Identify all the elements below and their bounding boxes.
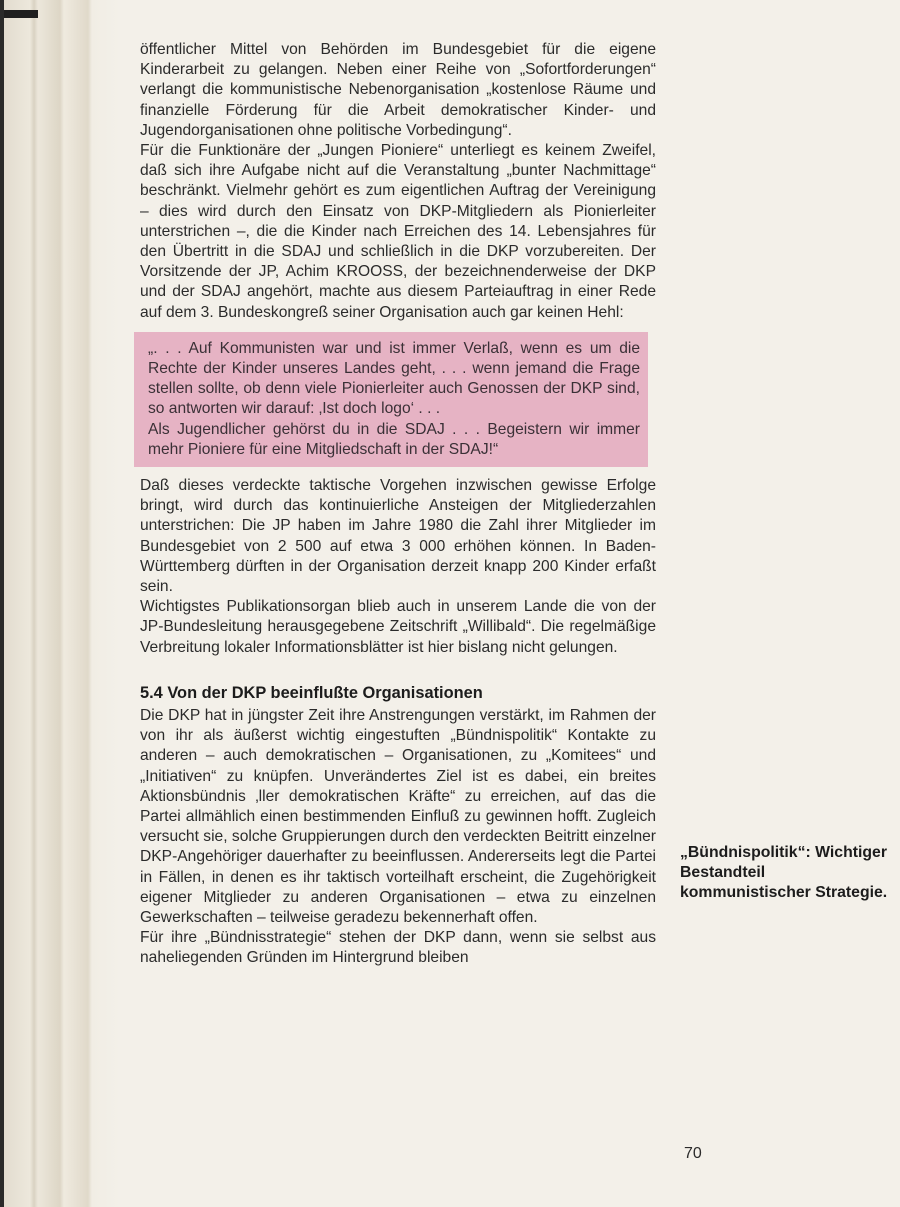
quote-paragraph: Als Jugendlicher gehörst du in die SDAJ . . . Begeistern wir immer mehr Pioniere für eine Mitgliedschaft in der SDAJ!“ — [148, 420, 640, 458]
paragraph: Für die Funktionäre der „Jungen Pioniere“ unterliegt es keinem Zweifel, daß sich ihre Aufgabe nicht auf die Veranstaltung „bunter Nachmittage“ beschränkt. Vielmehr gehört es zum eigentlichen Auftrag der Vereinigung – dies wird durch den Einsatz von DKP-Mitgliedern als Pionierleiter unterstrichen –, die die Kinder nach Erreichen des 14. Lebensjahres für den Übertritt in die SDAJ und schließlich in die DKP vorzubereiten. Der Vorsitzende der JP, Achim KROOSS, der bezeichnenderweise der DKP und der SDAJ angehört, machte aus diesem Parteiauftrag in einer Rede auf dem 3. Bundeskongreß seiner Organisation auch gar keinen Hehl: — [140, 142, 656, 321]
page-edge-binding — [0, 0, 120, 1207]
paragraph: Für ihre „Bündnisstrategie“ stehen der DKP dann, wenn sie selbst aus naheliegenden Gründen im Hintergrund bleiben — [140, 929, 656, 967]
highlighted-quote — [134, 332, 648, 467]
edge-tab-mark — [4, 10, 38, 18]
margin-note: „Bündnispolitik“: Wichtiger Bestandteil kommunistischer Strategie. — [680, 844, 888, 901]
paragraph: öffentlicher Mittel von Behörden im Bundesgebiet für die eigene Kinderarbeit zu gelangen. Neben einer Reihe von „Sofortforderungen“ verlangt die kommunistische Nebenorganisation „kostenlose Räume und finanzielle Förderung für die Arbeit demokratischer Kinder- und Jugendorganisationen ohne politische Vorbedingung“. — [140, 41, 656, 139]
page-number: 70 — [684, 1145, 702, 1162]
quote-paragraph: „. . . Auf Kommunisten war und ist immer Verlaß, wenn es um die Rechte der Kinder unseres Landes geht, . . . wenn jemand die Frage stellen sollte, ob denn viele Pionierleiter auch Genossen der DKP sind, so antworten wir darauf: ‚Ist doch logo‘ . . . — [148, 339, 640, 418]
paragraph: Wichtigstes Publikationsorgan blieb auch in unserem Lande die von der JP-Bundesleitung herausgegebene Zeitschrift „Willibald“. Die regelmäßige Verbreitung lokaler Informationsblätter ist hier bislang nicht gelungen. — [140, 598, 656, 656]
paragraph: Die DKP hat in jüngster Zeit ihre Anstrengungen verstärkt, im Rahmen der von ihr als äußerst wichtig eingestuften „Bündnispolitik“ Kontakte zu anderen – auch demokratischen – Organisationen, zu „Komitees“ und „Initiativen“ zu knüpfen. Unverändertes Ziel ist es dabei, ein breites Aktionsbündnis ‚ller demokratischen Kräfte“ zu erreichen, auf das die Partei allmählich einen bestimmenden Einfluß zu gewinnen hofft. Zugleich versucht sie, solche Gruppierungen durch den verdeckten Beitritt einzelner DKP-Angehöriger dauerhafter zu beeinflussen. Andererseits legt die Partei in Fällen, in denen es ihr taktisch vorteilhaft erscheint, die Zugehörigkeit eigener Mitglieder zu anderen Organisationen – etwa zu einzelnen Gewerkschaften – teilweise geradezu bekennerhaft offen. — [140, 706, 656, 926]
main-text-column — [140, 40, 656, 969]
section-heading: 5.4 Von der DKP beeinflußte Organisationen — [140, 683, 483, 702]
paragraph: Daß dieses verdeckte taktische Vorgehen inzwischen gewisse Erfolge bringt, wird durch das kontinuierliche Ansteigen der Mitgliederzahlen unterstrichen: Die JP haben im Jahre 1980 die Zahl ihrer Mitglieder im Bundesgebiet von 2 500 auf etwa 3 000 erhöhen können. In Baden-Württemberg dürften in der Organisation derzeit knapp 200 Kinder erfaßt sein. — [140, 477, 656, 596]
